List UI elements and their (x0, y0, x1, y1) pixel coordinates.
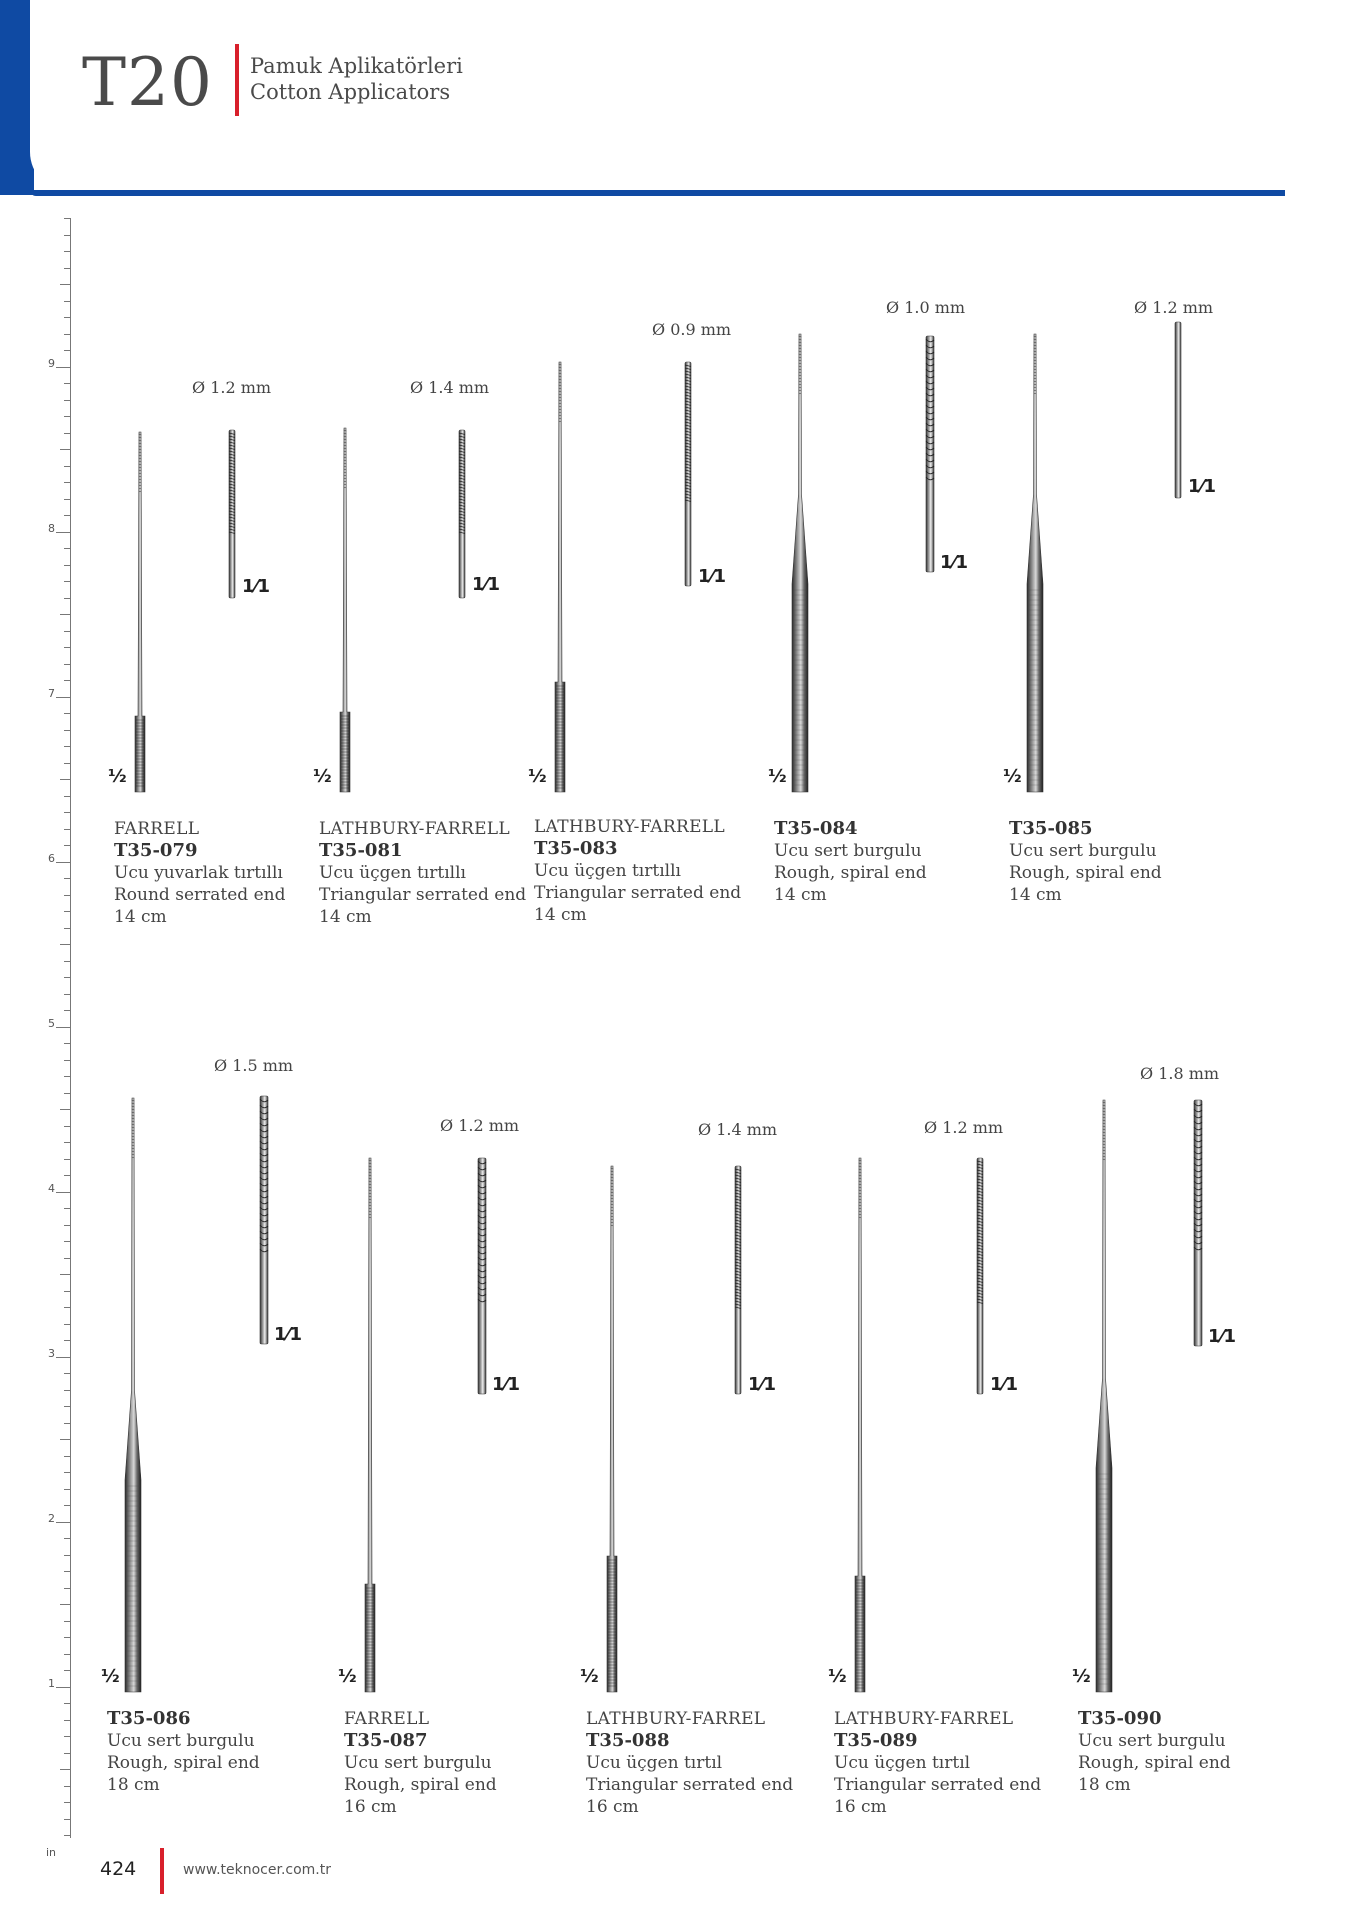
scale-full: 1⁄1 (242, 576, 271, 597)
diameter-label: Ø 1.2 mm (1134, 298, 1214, 317)
tip-detail-full-scale (249, 1096, 279, 1348)
product-desc-en: Rough, spiral end (1009, 863, 1162, 883)
product-desc-tr: Ucu üçgen tırtıl (586, 1753, 723, 1773)
product-desc-tr: Ucu sert burgulu (1078, 1731, 1226, 1751)
header-blue-rule (30, 190, 1285, 196)
ruler-tick (64, 1720, 70, 1721)
scale-full: 1⁄1 (990, 1374, 1019, 1395)
diameter-label: Ø 0.9 mm (652, 320, 732, 339)
product-length: 18 cm (107, 1775, 160, 1795)
tip-detail-full-scale (1183, 1100, 1213, 1350)
ruler-tick (60, 614, 70, 615)
scale-full: 1⁄1 (1188, 476, 1217, 497)
product-code: T35-086 (107, 1708, 191, 1729)
ruler-tick (64, 911, 70, 912)
footer-red-divider (160, 1848, 164, 1894)
ruler-tick (64, 1175, 70, 1176)
scale-half: ½ (580, 1666, 599, 1687)
ruler-tick (64, 1802, 70, 1803)
ruler-tick (64, 416, 70, 417)
ruler-tick (56, 532, 70, 533)
product-length: 14 cm (774, 885, 827, 905)
ruler-tick (64, 878, 70, 879)
tip-detail-full-scale (673, 362, 703, 590)
scale-half: ½ (313, 766, 332, 787)
ruler-tick (64, 1456, 70, 1457)
scale-half: ½ (338, 1666, 357, 1687)
ruler-tick (64, 961, 70, 962)
ruler-tick (64, 268, 70, 269)
ruler-tick (64, 1076, 70, 1077)
product-desc-tr: Ucu üçgen tırtıl (834, 1753, 971, 1773)
product-desc-en: Triangular serrated end (319, 885, 527, 905)
scale-half: ½ (768, 766, 787, 787)
website-link[interactable]: www.teknocer.com.tr (183, 1862, 331, 1878)
product-length: 18 cm (1078, 1775, 1131, 1795)
scale-full: 1⁄1 (698, 566, 727, 587)
product-caption (344, 1708, 497, 1818)
scale-full: 1⁄1 (472, 574, 501, 595)
product-desc-en: Round serrated end (114, 885, 286, 905)
scale-full: 1⁄1 (1208, 1326, 1237, 1347)
ruler-tick (64, 1555, 70, 1556)
ruler-tick (64, 515, 70, 516)
ruler-tick (64, 664, 70, 665)
ruler-tick (64, 1010, 70, 1011)
product-code: T35-081 (319, 840, 403, 861)
ruler-tick (64, 977, 70, 978)
tip-detail-full-scale (915, 336, 945, 576)
instrument-half-scale (103, 1098, 163, 1702)
ruler-tick (64, 829, 70, 830)
ruler-tick (64, 680, 70, 681)
scale-half: ½ (528, 766, 547, 787)
ruler-tick (64, 482, 70, 483)
ruler-number: 4 (48, 1182, 55, 1195)
product-length: 16 cm (586, 1797, 639, 1817)
ruler-tick (64, 1489, 70, 1490)
product-code: T35-090 (1078, 1708, 1162, 1729)
product-desc-tr: Ucu sert burgulu (774, 841, 922, 861)
ruler-tick (64, 1637, 70, 1638)
ruler-tick (64, 1093, 70, 1094)
ruler-tick (56, 1357, 70, 1358)
ruler-tick (64, 317, 70, 318)
instrument-half-scale (315, 428, 375, 802)
instrument-half-scale (770, 334, 830, 802)
scale-half: ½ (828, 1666, 847, 1687)
ruler-tick (60, 1274, 70, 1275)
ruler-tick (64, 730, 70, 731)
ruler-tick (64, 1258, 70, 1259)
diameter-label: Ø 1.2 mm (192, 378, 272, 397)
ruler-tick (64, 1571, 70, 1572)
product-desc-en: Rough, spiral end (1078, 1753, 1231, 1773)
instrument-half-scale (582, 1166, 642, 1702)
ruler-tick (64, 1703, 70, 1704)
product-length: 16 cm (344, 1797, 397, 1817)
ruler-tick (64, 1753, 70, 1754)
product-desc-tr: Ucu sert burgulu (1009, 841, 1157, 861)
ruler-tick (60, 449, 70, 450)
ruler-tick (64, 845, 70, 846)
product-caption (1078, 1708, 1231, 1796)
instrument-half-scale (110, 432, 170, 802)
ruler-tick (64, 1373, 70, 1374)
ruler-number: 8 (48, 522, 55, 535)
diameter-label: Ø 1.2 mm (924, 1118, 1004, 1137)
product-caption (534, 816, 741, 926)
ruler-tick (64, 1670, 70, 1671)
instrument-half-scale (1074, 1100, 1134, 1702)
instrument-half-scale (1005, 334, 1065, 802)
product-brand: LATHBURY-FARRELL (319, 819, 510, 839)
ruler-tick (56, 1027, 70, 1028)
ruler-tick (64, 1340, 70, 1341)
instrument-half-scale (340, 1158, 400, 1702)
ruler-number: 9 (48, 357, 55, 370)
ruler-tick (56, 1687, 70, 1688)
ruler-tick (64, 301, 70, 302)
ruler-tick (56, 367, 70, 368)
product-brand: LATHBURY-FARREL (586, 1709, 766, 1729)
diameter-label: Ø 1.8 mm (1140, 1064, 1220, 1083)
diameter-label: Ø 1.2 mm (440, 1116, 520, 1135)
ruler-tick (64, 1043, 70, 1044)
ruler-tick (64, 1786, 70, 1787)
ruler-tick (64, 598, 70, 599)
diameter-label: Ø 1.5 mm (214, 1056, 294, 1075)
product-caption (834, 1708, 1041, 1818)
diameter-label: Ø 1.0 mm (886, 298, 966, 317)
product-brand: FARRELL (344, 1709, 430, 1729)
ruler-tick (64, 895, 70, 896)
ruler-tick (64, 1142, 70, 1143)
ruler-tick (56, 1522, 70, 1523)
tip-detail-full-scale (1163, 322, 1193, 502)
product-desc-tr: Ucu üçgen tırtıllı (319, 863, 466, 883)
tip-detail-full-scale (467, 1158, 497, 1398)
scale-full: 1⁄1 (274, 1324, 303, 1345)
ruler-tick (64, 1621, 70, 1622)
ruler-tick (64, 1736, 70, 1737)
product-caption (319, 818, 526, 928)
ruler-tick (60, 284, 70, 285)
tip-detail-full-scale (723, 1166, 753, 1398)
product-length: 14 cm (319, 907, 372, 927)
ruler-number: 2 (48, 1512, 55, 1525)
ruler-tick (60, 944, 70, 945)
ruler-tick (64, 812, 70, 813)
ruler-tick (64, 1225, 70, 1226)
tip-detail-full-scale (965, 1158, 995, 1398)
product-brand: LATHBURY-FARREL (834, 1709, 1014, 1729)
product-desc-en: Rough, spiral end (107, 1753, 260, 1773)
ruler-tick (64, 548, 70, 549)
scale-half: ½ (1003, 766, 1022, 787)
ruler-tick (64, 251, 70, 252)
ruler-tick (64, 1307, 70, 1308)
product-length: 16 cm (834, 1797, 887, 1817)
ruler-tick (60, 779, 70, 780)
product-desc-tr: Ucu sert burgulu (107, 1731, 255, 1751)
ruler-tick (64, 746, 70, 747)
ruler-tick (64, 400, 70, 401)
ruler-tick (64, 1472, 70, 1473)
ruler-tick (64, 581, 70, 582)
ruler-tick (64, 1324, 70, 1325)
ruler-tick (56, 1192, 70, 1193)
product-code: T35-087 (344, 1730, 428, 1751)
ruler-tick (60, 1109, 70, 1110)
ruler-tick (64, 631, 70, 632)
ruler-tick (60, 1604, 70, 1605)
product-caption (1009, 818, 1162, 906)
ruler-tick (64, 334, 70, 335)
product-brand: LATHBURY-FARRELL (534, 817, 725, 837)
product-code: T35-089 (834, 1730, 918, 1751)
product-desc-tr: Ucu üçgen tırtıllı (534, 861, 681, 881)
scale-full: 1⁄1 (748, 1374, 777, 1395)
section-title-tr: Pamuk Aplikatörleri (250, 54, 463, 78)
ruler-number: 3 (48, 1347, 55, 1360)
header-panel (30, 0, 1285, 192)
product-desc-tr: Ucu sert burgulu (344, 1753, 492, 1773)
product-caption (586, 1708, 793, 1818)
product-caption (114, 818, 285, 928)
ruler-tick (64, 1423, 70, 1424)
header-red-divider (235, 44, 239, 116)
ruler-tick (64, 499, 70, 500)
product-code: T35-079 (114, 840, 198, 861)
ruler-tick (64, 1406, 70, 1407)
ruler-tick (64, 1654, 70, 1655)
ruler-tick (60, 1439, 70, 1440)
product-code: T35-083 (534, 838, 618, 859)
ruler-tick (64, 383, 70, 384)
scale-half: ½ (1072, 1666, 1091, 1687)
ruler-tick (64, 218, 70, 219)
ruler-tick (56, 862, 70, 863)
ruler-tick (64, 1538, 70, 1539)
diameter-label: Ø 1.4 mm (698, 1120, 778, 1139)
ruler-number: 1 (48, 1677, 55, 1690)
product-code: T35-088 (586, 1730, 670, 1751)
ruler-number: 7 (48, 687, 55, 700)
page-number: 424 (100, 1858, 137, 1880)
ruler-tick (64, 1291, 70, 1292)
ruler-tick (60, 1769, 70, 1770)
ruler-tick (64, 433, 70, 434)
ruler-tick (64, 1060, 70, 1061)
instrument-half-scale (830, 1158, 890, 1702)
diameter-label: Ø 1.4 mm (410, 378, 490, 397)
product-code: T35-084 (774, 818, 858, 839)
section-code: T20 (82, 44, 214, 121)
ruler-tick (64, 1390, 70, 1391)
ruler-unit: in (46, 1846, 57, 1859)
instrument-half-scale (530, 362, 590, 802)
product-length: 14 cm (534, 905, 587, 925)
ruler-number: 5 (48, 1017, 55, 1030)
ruler-tick (64, 1505, 70, 1506)
header-blue-band (0, 0, 34, 195)
product-desc-en: Rough, spiral end (344, 1775, 497, 1795)
ruler-tick (56, 697, 70, 698)
ruler-tick (64, 713, 70, 714)
ruler-tick (64, 1819, 70, 1820)
product-caption (774, 818, 927, 906)
product-brand: FARRELL (114, 819, 200, 839)
ruler-tick (64, 1835, 70, 1836)
ruler-tick (64, 994, 70, 995)
scale-half: ½ (101, 1666, 120, 1687)
ruler-tick (64, 647, 70, 648)
inch-ruler (36, 218, 76, 1859)
product-desc-en: Rough, spiral end (774, 863, 927, 883)
ruler-tick (64, 1126, 70, 1127)
ruler-line (70, 218, 71, 1838)
product-desc-en: Triangular serrated end (534, 883, 742, 903)
scale-full: 1⁄1 (492, 1374, 521, 1395)
ruler-tick (64, 928, 70, 929)
ruler-tick (64, 1588, 70, 1589)
section-title-en: Cotton Applicators (250, 80, 451, 104)
product-desc-tr: Ucu yuvarlak tırtıllı (114, 863, 283, 883)
ruler-tick (64, 1159, 70, 1160)
product-desc-en: Triangular serrated end (586, 1775, 794, 1795)
ruler-tick (64, 350, 70, 351)
product-caption (107, 1708, 260, 1796)
ruler-tick (64, 565, 70, 566)
product-length: 14 cm (114, 907, 167, 927)
ruler-number: 6 (48, 852, 55, 865)
ruler-tick (64, 763, 70, 764)
ruler-tick (64, 1241, 70, 1242)
ruler-tick (64, 235, 70, 236)
scale-full: 1⁄1 (940, 552, 969, 573)
product-desc-en: Triangular serrated end (834, 1775, 1042, 1795)
product-length: 14 cm (1009, 885, 1062, 905)
ruler-tick (64, 466, 70, 467)
ruler-tick (64, 1208, 70, 1209)
product-code: T35-085 (1009, 818, 1093, 839)
ruler-tick (64, 796, 70, 797)
scale-half: ½ (108, 766, 127, 787)
